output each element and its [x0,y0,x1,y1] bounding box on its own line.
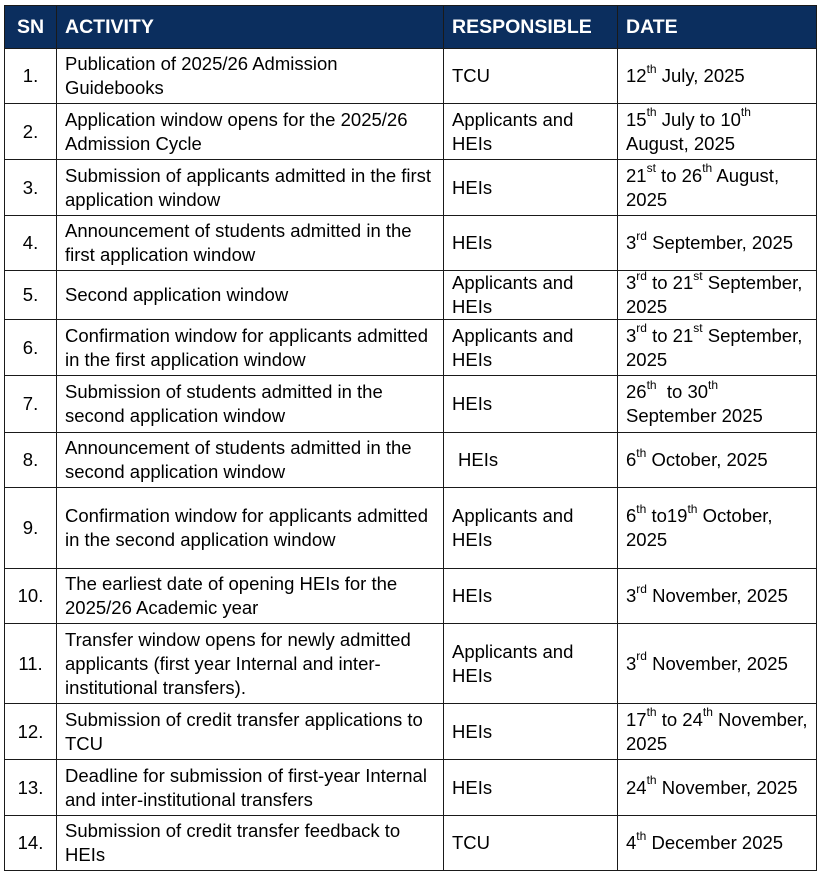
row-activity: Announcement of students admitted in the first application window [57,216,444,271]
date-text: September 2025 [626,381,763,426]
date-text: 3 [626,652,637,674]
row-responsible [444,569,618,624]
date-text: to 21 [646,272,694,293]
table-row [5,624,817,704]
row-sn: 13. [5,760,57,816]
row-responsible-text: HEIs [452,720,493,742]
row-responsible-text: HEIs [452,232,493,253]
row-activity: Confirmation window for applicants admitted in the first application window [57,320,444,376]
header-activity: ACTIVITY [57,6,444,49]
date-ordinal-suffix: th [708,377,719,392]
date-text: September, 2025 [626,272,808,317]
date-text: December 2025 [646,832,784,853]
date-text: 26 [626,381,647,402]
date-text: 3 [626,272,637,293]
date-text: October, 2025 [626,505,778,550]
row-responsible [444,816,618,871]
row-activity: Deadline for submission of first-year Internal and inter-institutional transfers [57,760,444,816]
row-date [618,268,817,320]
row-responsible [444,271,618,320]
row-date [618,433,817,488]
date-ordinal-suffix: th [646,61,657,76]
date-ordinal-suffix: st [646,161,656,176]
date-ordinal-suffix: th [646,773,657,788]
row-responsible [444,104,618,160]
row-sn: 8. [5,433,57,488]
row-activity: Publication of 2025/26 Admission Guidebooks [57,49,444,104]
row-activity: Submission of credit transfer applications to TCU [57,704,444,760]
row-responsible-text: HEIs [452,176,493,198]
date-text: to19 [646,505,688,526]
date-ordinal-suffix: rd [636,321,647,336]
table-row [5,488,817,569]
row-responsible-text: Applicants and HEIs [452,505,574,550]
date-text: 17 [626,708,647,730]
date-text: to 30 [656,381,709,402]
row-date [618,488,817,569]
date-text: 15 [626,108,647,130]
row-sn: 4. [5,216,57,271]
date-ordinal-suffix: rd [636,649,647,664]
date-text: to 21 [646,324,694,346]
date-ordinal-suffix: th [702,161,713,176]
row-date [618,49,817,104]
row-sn: 12. [5,704,57,760]
row-activity: Second application window [57,271,444,320]
row-date [618,104,817,160]
date-text: 24 [626,776,647,798]
row-sn: 9. [5,488,57,569]
row-sn: 6. [5,320,57,376]
date-text: September, 2025 [626,324,808,370]
table-row [5,433,817,488]
admission-schedule-table [4,5,817,871]
date-text: 3 [626,232,637,253]
date-ordinal-suffix: th [636,445,647,460]
date-text: July to 10 [656,108,741,130]
date-ordinal-suffix: th [636,828,647,843]
table-row [5,160,817,216]
date-text: 3 [626,324,637,346]
row-responsible [444,433,618,488]
row-activity: Submission of students admitted in the second application window [57,376,444,433]
header-row [5,6,817,49]
row-responsible-text: Applicants and HEIs [452,272,574,317]
date-ordinal-suffix: th [740,105,751,120]
table-row [5,320,817,376]
date-text: October, 2025 [646,449,768,470]
date-text: 21 [626,164,647,186]
date-ordinal-suffix: th [646,377,657,392]
row-date [618,160,817,216]
row-activity: Transfer window opens for newly admitted applicants (first year Internal and inter-institutional transfers). [57,624,444,704]
date-text: 6 [626,449,637,470]
row-sn: 1. [5,49,57,104]
date-ordinal-suffix: th [702,705,713,720]
header-responsible: RESPONSIBLE [444,6,618,49]
row-sn: 14. [5,816,57,871]
date-ordinal-suffix: st [693,268,703,283]
row-responsible-text: TCU [452,65,491,86]
row-responsible-text: HEIs [452,776,493,798]
row-responsible-text: TCU [452,832,491,853]
date-text: 4 [626,832,637,853]
row-responsible [444,704,618,760]
row-responsible [444,376,618,433]
table-row [5,760,817,816]
date-ordinal-suffix: th [636,501,647,516]
date-text: to 26 [655,164,703,186]
date-text: November, 2025 [646,652,788,674]
table-row [5,704,817,760]
row-responsible [444,488,618,569]
row-date [618,816,817,871]
row-date [618,320,817,376]
row-activity: Announcement of students admitted in the second application window [57,433,444,488]
date-ordinal-suffix: rd [636,581,647,596]
date-text: August, 2025 [626,164,785,210]
table-row [5,49,817,104]
row-responsible-text: HEIs [452,585,493,606]
date-text: November, 2025 [626,708,813,754]
row-responsible [444,320,618,376]
row-responsible [444,49,618,104]
table-row [5,376,817,433]
date-ordinal-suffix: rd [636,268,647,283]
row-activity: Submission of credit transfer feedback to HEIs [57,816,444,871]
date-text: 6 [626,505,637,526]
row-responsible-text: Applicants and HEIs [452,108,574,154]
row-activity: Application window opens for the 2025/26 Admission Cycle [57,104,444,160]
date-text: July, 2025 [656,65,745,86]
row-sn: 11. [5,624,57,704]
row-activity: Submission of applicants admitted in the first application window [57,160,444,216]
row-responsible [444,624,618,704]
header-sn: SN [5,6,57,49]
table-row [5,816,817,871]
table-row [5,569,817,624]
table-row [5,104,817,160]
row-date [618,760,817,816]
row-date [618,216,817,271]
table-row [5,271,817,320]
row-sn: 5. [5,271,57,320]
row-sn: 7. [5,376,57,433]
row-sn: 3. [5,160,57,216]
date-ordinal-suffix: rd [636,228,647,243]
row-responsible [444,760,618,816]
row-activity: Confirmation window for applicants admitted in the second application window [57,488,444,569]
date-text: 12 [626,65,647,86]
table-header [5,6,817,49]
row-date [618,704,817,760]
row-activity: The earliest date of opening HEIs for the 2025/26 Academic year [57,569,444,624]
row-responsible [444,216,618,271]
row-responsible-text: HEIs [458,449,499,470]
row-date [618,376,817,433]
table-row [5,216,817,271]
row-responsible-text: Applicants and HEIs [452,640,574,686]
date-text: November, 2025 [646,585,788,606]
header-date: DATE [618,6,817,49]
row-date [618,569,817,624]
row-sn: 10. [5,569,57,624]
date-ordinal-suffix: th [687,501,698,516]
date-text: 3 [626,585,637,606]
date-text: August, 2025 [626,108,756,154]
date-ordinal-suffix: st [693,321,703,336]
date-text: to 24 [656,708,703,730]
date-text: November, 2025 [656,776,798,798]
date-ordinal-suffix: th [646,705,657,720]
row-sn: 2. [5,104,57,160]
date-text: September, 2025 [646,232,794,253]
row-responsible-text: Applicants and HEIs [452,324,574,370]
row-responsible [444,160,618,216]
date-ordinal-suffix: th [646,105,657,120]
row-date [618,624,817,704]
row-responsible-text: HEIs [452,393,493,414]
table-body [5,49,817,871]
